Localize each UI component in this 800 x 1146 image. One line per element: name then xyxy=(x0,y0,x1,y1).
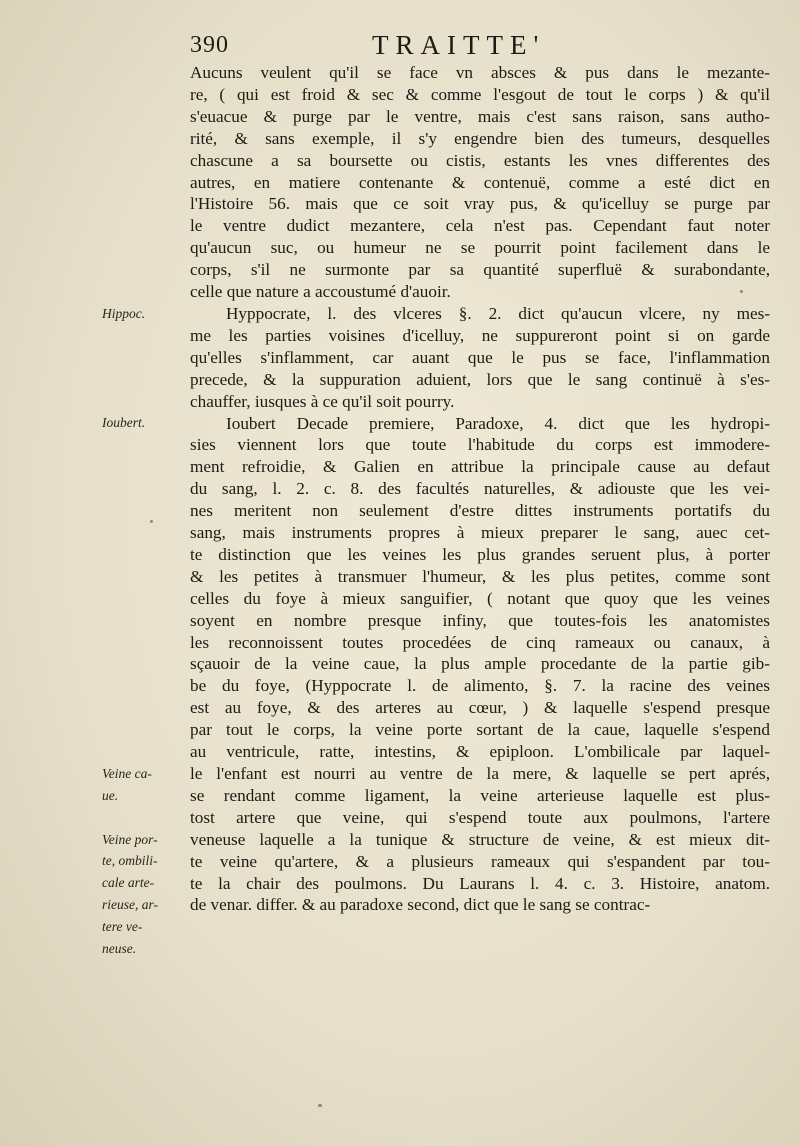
text-line: & les petites à transmuer l'humeur, & les plus petites, comme sont xyxy=(190,566,770,586)
text-line: chauffer, iusques à ce qu'il soit pourry. xyxy=(190,391,455,411)
text-line: le l'enfant est nourri au ventre de la mere, & laquelle se pert aprés, xyxy=(190,764,770,783)
text-line: celles du foye à mieux sanguifier, ( notant que quoy que les veines xyxy=(190,588,770,608)
text-line: chascune a sa boursette ou cistis, estants les vnes differentes des xyxy=(190,150,770,170)
text-line: Aucuns veulent qu'il se face vn absces & pus dans le mezante- xyxy=(190,63,770,82)
text-line: est au foye, & des arteres au cœur, ) & laquelle s'espend presque xyxy=(190,698,770,718)
text-line: de venar. differ. & au paradoxe second, dict que le sang se contrac- xyxy=(190,895,651,915)
margin-note-line: ue. xyxy=(102,787,119,803)
paragraph xyxy=(190,303,770,413)
margin-note-line: Veine por- xyxy=(102,831,158,847)
text-line: tost artere que veine, qui s'espend toute aux poulmons, l'artere xyxy=(190,807,770,827)
page-number: 390 xyxy=(190,32,229,58)
ink-speck xyxy=(318,1104,322,1107)
margin-note-line: cale arte- xyxy=(102,875,155,891)
text-line: l'Histoire 56. mais que ce soit vray pus, & qu'icelluy se purge par xyxy=(190,194,770,214)
ink-speck xyxy=(150,520,153,523)
text-line: sies viennent lors que toute l'habitude du corps est immodere- xyxy=(190,435,770,455)
text-line: celle que nature a accoustumé d'auoir. xyxy=(190,282,451,302)
margin-note-line: Hippoc. xyxy=(102,305,146,321)
paragraph xyxy=(190,413,770,917)
body-text xyxy=(190,62,770,916)
text-line: qu'elles s'inflamment, car auant que le pus se face, l'inflammation xyxy=(190,347,770,367)
paragraph xyxy=(190,62,770,303)
margin-note-line: Veine ca- xyxy=(102,765,152,781)
text-line: au ventricule, ratte, intestins, & epiploon. L'ombilicale par laquel- xyxy=(190,742,770,762)
margin-note xyxy=(102,763,184,807)
text-line: soyent en nombre presque infiny, que toutes-fois les anatomistes xyxy=(190,610,770,630)
text-line: par tout le corps, la veine porte sortant de la caue, laquelle s'espend xyxy=(190,720,770,740)
margin-note-line: neuse. xyxy=(102,941,137,957)
text-line: du sang, l. 2. c. 8. des facultés naturelles, & adiouste que les vei- xyxy=(190,479,770,499)
margin-note xyxy=(102,412,184,434)
margin-note-line: rieuse, ar- xyxy=(102,897,158,913)
margin-note xyxy=(102,303,184,325)
text-line: veneuse laquelle a la tunique & structure de veine, & est mieux dit- xyxy=(190,829,770,849)
text-line: te veine qu'artere, & a plusieurs rameaux qui s'espandent par tou- xyxy=(190,851,770,871)
text-line: se rendant comme ligament, la veine arterieuse laquelle est plus- xyxy=(190,785,770,805)
text-line: re, ( qui est froid & sec & comme l'esgout de tout le corps ) & qu'il xyxy=(190,84,770,104)
text-line: sang, mais instruments propres à mieux preparer le sang, auec cet- xyxy=(190,523,770,543)
text-line: s'euacue & purge par le ventre, mais c'est sans raison, sans autho- xyxy=(190,106,770,126)
text-line: precede, & la suppuration aduient, lors que le sang continuë à s'es- xyxy=(190,369,770,389)
text-line: Hyppocrate, l. des vlceres §. 2. dict qu'aucun vlcere, ny mes- xyxy=(226,303,770,323)
text-line: le ventre dudict mezantere, cela n'est pas. Cependant faut noter xyxy=(190,216,770,236)
text-line: corps, s'il ne surmonte par sa quantité superfluë & surabondante, xyxy=(190,260,770,280)
text-line: me les parties voisines d'icelluy, ne suppureront point si on garde xyxy=(190,325,770,345)
text-line: rité, & sans exemple, il s'y engendre bien des tumeurs, desquelles xyxy=(190,128,770,148)
margin-note-line: tere ve- xyxy=(102,919,143,935)
margin-note-line: te, ombili- xyxy=(102,853,158,869)
text-line: sçauoir de la veine caue, la plus ample procedante de la partie gib- xyxy=(190,654,770,674)
text-line: te distinction que les veines les plus grandes seruent plus, à porter xyxy=(190,544,770,564)
text-line: qu'aucun suc, ou humeur ne se pourrit point facilement dans le xyxy=(190,238,770,258)
margin-note-line: Ioubert. xyxy=(102,415,146,431)
text-line: te la chair des poulmons. Du Laurans l. 4. c. 3. Histoire, anatom. xyxy=(190,873,770,893)
page-header xyxy=(190,30,770,66)
running-title: TRAITTE' xyxy=(372,30,546,60)
text-line: autres, en matiere contenante & contenuë, comme a esté dict en xyxy=(190,172,770,192)
text-line: ment refroidie, & Galien en attribue la principale cause au defaut xyxy=(190,457,770,477)
text-line: be du foye, (Hyppocrate l. de alimento, §. 7. la racine des veines xyxy=(190,676,770,696)
ink-speck xyxy=(740,290,743,293)
text-line: Ioubert Decade premiere, Paradoxe, 4. dict que les hydropi- xyxy=(226,413,770,433)
margin-note xyxy=(102,829,184,960)
text-line: nes meritent non seulement d'estre dittes instruments portatifs du xyxy=(190,501,770,521)
text-line: les reconnoissent toutes procedées de cinq rameaux ou canaux, à xyxy=(190,632,770,652)
